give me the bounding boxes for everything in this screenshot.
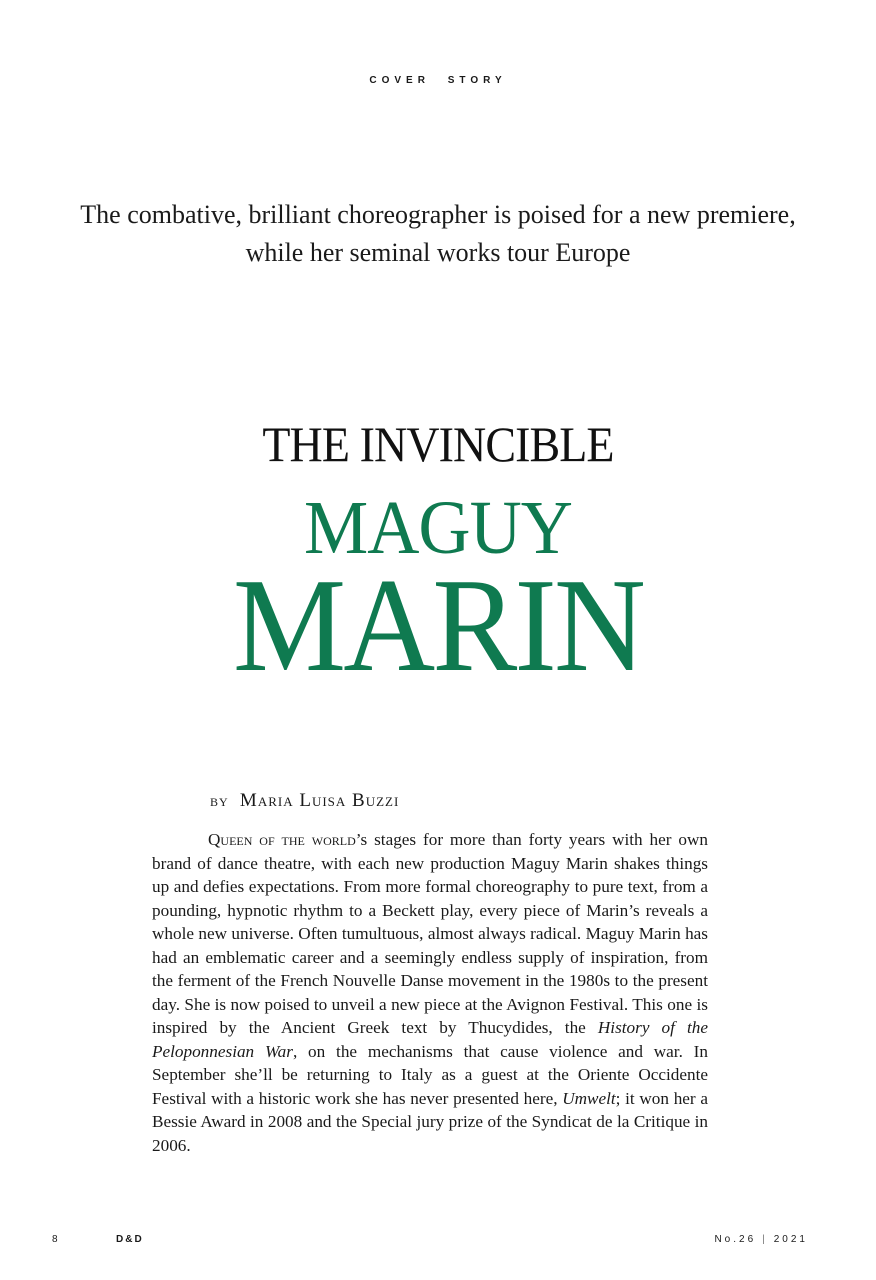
headline-line-1: THE INVINCIBLE — [262, 416, 614, 472]
byline-prefix: by — [210, 791, 229, 810]
standfirst-line-2: while her seminal works tour Europe — [245, 238, 631, 267]
standfirst-line-1: The combative, brilliant choreographer is poised for a new premiere, — [80, 200, 796, 229]
issue-info — [714, 1234, 808, 1245]
section-label — [0, 75, 876, 86]
article-italic-title-1: History of the Peloponnesian War — [152, 1018, 708, 1061]
article-text-part-2: , on the mechanisms that cause violence and war. In September she’ll be returning to Italy as a guest at the Oriente Occidente Festival with a historic work she has never presented here, — [152, 1041, 708, 1108]
article-lead-in: Queen of the world — [208, 830, 356, 849]
issue-number: No.26 — [714, 1234, 757, 1245]
headline-line-2: MAGUY — [303, 486, 573, 570]
headline-line-3: MARIN — [232, 551, 644, 699]
byline-author: Maria Luisa Buzzi — [239, 790, 400, 811]
article-italic-title-2: Umwelt — [562, 1088, 616, 1108]
page-footer — [0, 1234, 876, 1248]
article-text-part-1: ’s stages for more than forty years with her own brand of dance theatre, with each new production Maguy Marin shakes things up and defies expectations. From more formal choreography to pure text, from a pounding, hypnotic rhythm to a Beckett play, every piece of Marin’s reveals a whole new universe. Often tumultuous, almost always radical. Maguy Marin has had an emblematic career and a seemingly endless supply of inspiration, from the ferment of the French Nouvelle Danse movement in the 1980s to the present day. She is now poised to unveil a new piece at the Avignon Festival. This one is inspired by the Ancient Greek text by Thucydides, the — [152, 830, 708, 1037]
issue-separator: | — [762, 1234, 768, 1245]
page-number: 8 — [52, 1234, 59, 1245]
standfirst — [40, 196, 836, 272]
section-label-word-1: COVER — [369, 75, 430, 86]
magazine-name: D&D — [116, 1234, 144, 1245]
issue-year: 2021 — [773, 1234, 808, 1245]
byline — [210, 790, 399, 812]
article-body — [152, 828, 708, 1157]
section-label-word-2: STORY — [447, 75, 507, 86]
article-text-part-3: ; it won her a Bessie Award in 2008 and the Special jury prize of the Syndicat de la Critique in 2006. — [152, 1088, 708, 1155]
